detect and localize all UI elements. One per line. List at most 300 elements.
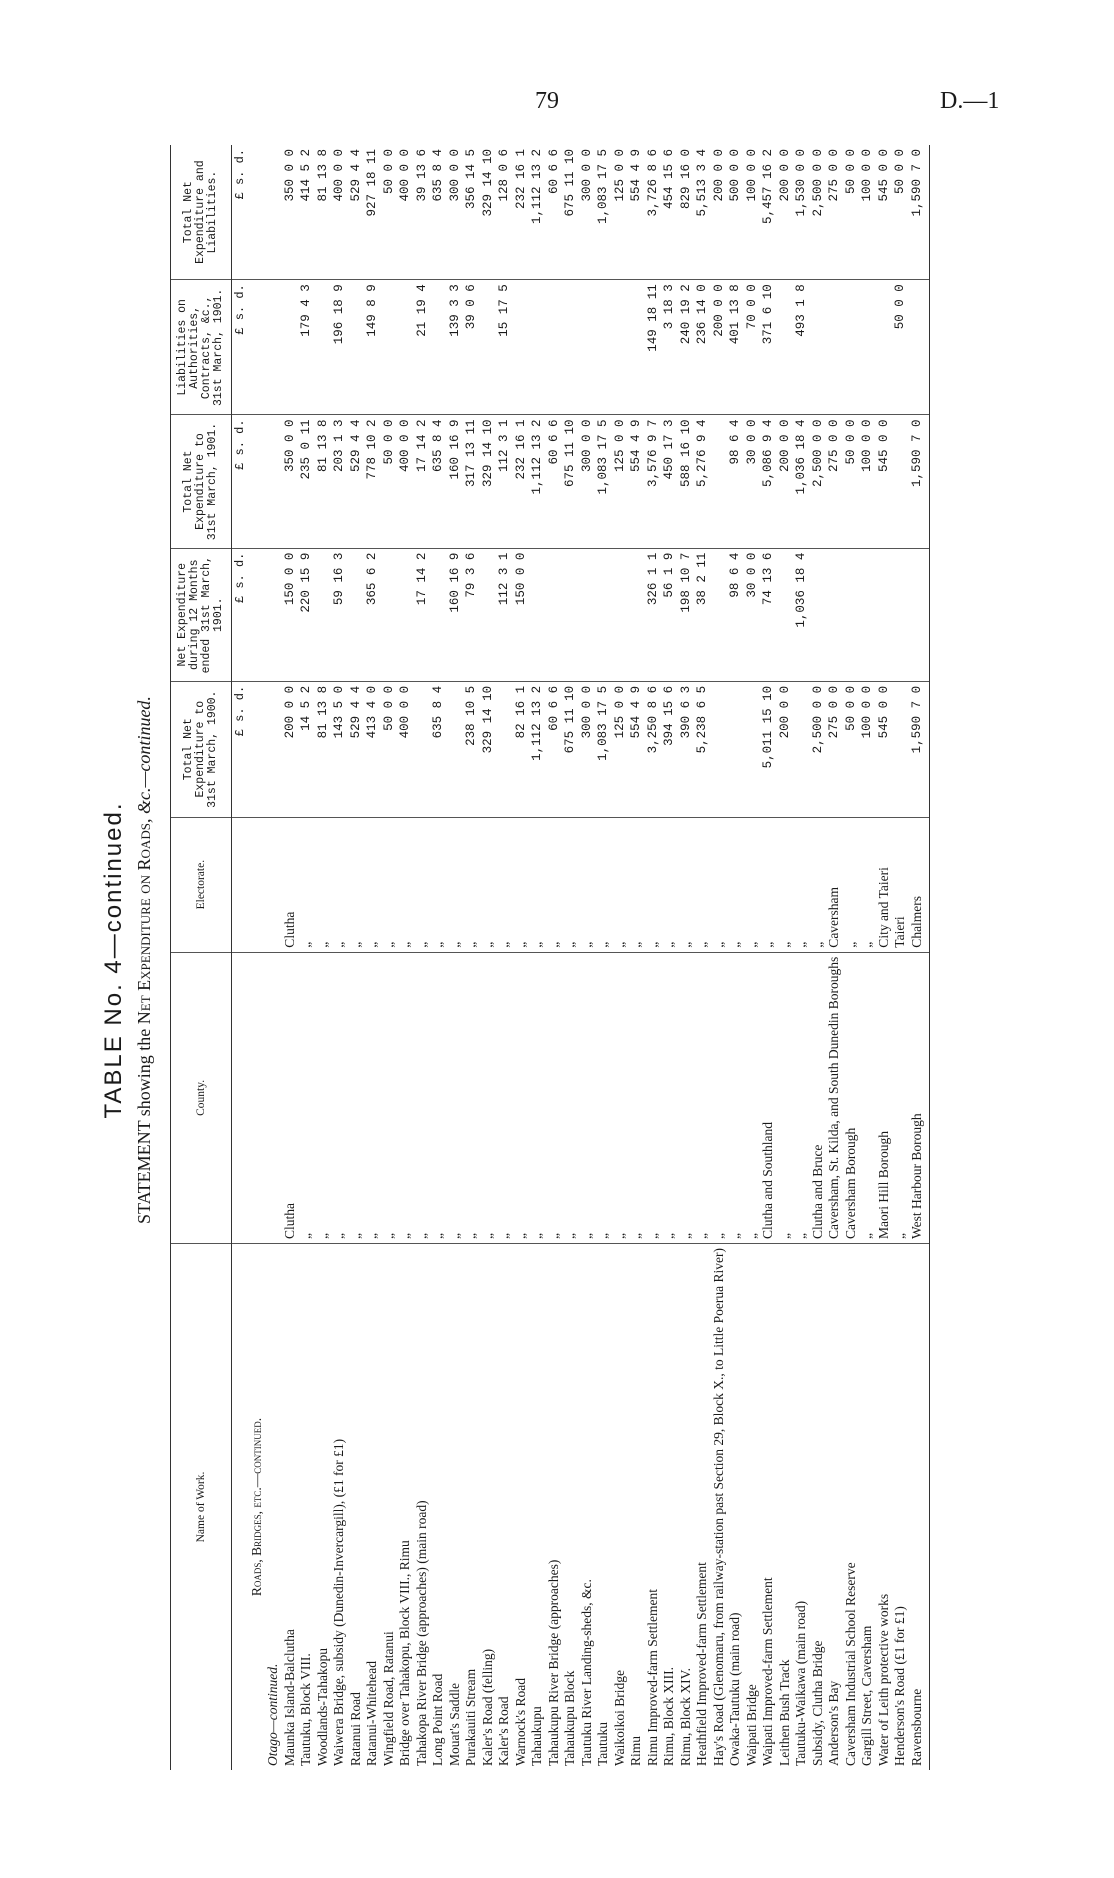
county-cell: „ [414,952,431,1243]
electorate-cell: „ [777,817,794,952]
exp-1901-cell: 329 14 10 [480,415,497,548]
electorate-cell: „ [744,817,761,952]
units-cell: £ s. d. [232,415,249,548]
county-cell: „ [513,952,530,1243]
exp-1901-cell: 1,590 7 0 [909,415,930,548]
table-row [430,145,447,1770]
table-row [513,145,530,1770]
net-12-months-cell [612,548,629,681]
county-cell: „ [348,952,365,1243]
work-name-cell: Rimu Improved-farm Settlement [644,1589,660,1766]
work-name-cell: Waikoikoi Bridge [611,1669,627,1766]
exp-1901-cell: 1,083 17 5 [595,415,612,548]
table-row [331,145,348,1770]
electorate-cell: „ [859,817,876,952]
liabilities-cell: 50 0 0 [892,280,909,415]
net-12-months-cell [579,548,596,681]
table-subtitle [134,140,155,1780]
exp-1901-cell [892,415,909,548]
table-row [496,145,513,1770]
net-12-months-cell [892,548,909,681]
county-cell: „ [595,952,612,1243]
units-blank [232,952,249,1243]
net-12-months-cell [348,548,365,681]
electorate-cell: „ [348,817,365,952]
net-12-months-cell [711,548,728,681]
liabilities-cell [843,280,860,415]
total-cell: 454 15 6 [661,145,678,280]
section-heading: Roads, Bridges, etc.—continued. [248,1417,264,1597]
net-12-months-cell: 17 14 2 [414,548,431,681]
county-cell: „ [397,952,414,1243]
net-12-months-cell [777,548,794,681]
net-12-months-cell: 220 15 9 [298,548,315,681]
subsection-blank [265,952,282,1243]
units-cell: £ s. d. [232,681,249,817]
table-row [892,145,909,1770]
work-name-cell: Leithen Bush Track [776,1659,792,1766]
exp-1900-cell: 100 0 0 [859,681,876,817]
county-cell: „ [496,952,513,1243]
county-cell: „ [381,952,398,1243]
total-cell: 400 0 0 [397,145,414,280]
county-cell: „ [463,952,480,1243]
exp-1900-cell [727,681,744,817]
net-12-months-cell [397,548,414,681]
county-cell: „ [727,952,744,1243]
work-name-cell: Kaler's Road (felling) [479,1648,495,1766]
electorate-cell: „ [628,817,645,952]
net-12-months-cell [381,548,398,681]
net-12-months-cell [315,548,332,681]
exp-1900-cell: 300 0 0 [579,681,596,817]
table-row [546,145,563,1770]
table-row [595,145,612,1770]
work-name-cell: Owaka-Tautuku (main road) [727,1612,742,1766]
total-cell: 300 0 0 [447,145,464,280]
table-row [397,145,414,1770]
net-12-months-cell: 326 1 1 [645,548,662,681]
total-cell: 125 0 0 [612,145,629,280]
work-name-cell: Kaler's Road [496,1696,511,1766]
net-12-months-cell: 74 13 6 [760,548,777,681]
total-cell: 500 0 0 [727,145,744,280]
county-cell: Caversham Borough [843,952,860,1243]
total-cell: 927 18 11 [364,145,381,280]
exp-1901-cell: 529 4 4 [348,415,365,548]
county-cell: „ [777,952,794,1243]
county-cell: Clutha and Bruce [810,952,827,1243]
exp-1901-cell: 160 16 9 [447,415,464,548]
net-12-months-cell [876,548,893,681]
exp-1901-cell: 588 16 10 [678,415,695,548]
electorate-cell: „ [430,817,447,952]
electorate-cell: City and Taieri [876,817,893,952]
liabilities-cell [859,280,876,415]
electorate-cell: „ [463,817,480,952]
table-row [364,145,381,1770]
subsection-blank [265,145,282,280]
electorate-cell: „ [579,817,596,952]
exp-1900-cell: 329 14 10 [480,681,497,817]
total-cell: 3,726 8 6 [645,145,662,280]
exp-1901-cell: 1,036 18 4 [793,415,810,548]
table-row [744,145,761,1770]
table-row [843,145,860,1770]
rotated-table-container [80,140,1020,1780]
work-name-cell: Tahakopa River Bridge (approaches) (main road) [413,1500,429,1766]
liabilities-cell: 240 19 2 [678,280,695,415]
exp-1900-cell: 50 0 0 [381,681,398,817]
total-cell: 1,112 13 2 [529,145,546,280]
liabilities-cell [529,280,546,415]
total-cell: 400 0 0 [331,145,348,280]
exp-1901-cell: 50 0 0 [381,415,398,548]
exp-1900-cell [892,681,909,817]
liabilities-cell: 200 0 0 [711,280,728,415]
liabilities-cell: 39 0 6 [463,280,480,415]
table-row [859,145,876,1770]
electorate-cell: „ [496,817,513,952]
header-row [171,145,232,1770]
liabilities-cell [348,280,365,415]
units-cell: £ s. d. [232,548,249,681]
table-row [298,145,315,1770]
county-cell: „ [546,952,563,1243]
total-cell: 1,590 7 0 [909,145,930,280]
total-cell: 50 0 0 [892,145,909,280]
exp-1900-cell [414,681,431,817]
net-12-months-cell: 1,036 18 4 [793,548,810,681]
subtitle-suffix: &c.—continued. [134,696,154,815]
header-total: Total Net Expenditure and Liabilities. [171,145,232,280]
exp-1901-cell: 1,112 13 2 [529,415,546,548]
county-cell: „ [711,952,728,1243]
total-cell: 60 6 6 [546,145,563,280]
work-name-cell: Long Point Road [430,1673,445,1766]
work-name-cell: Water of Leith protective works [875,1593,891,1766]
table-row [463,145,480,1770]
subsection-blank [265,681,282,817]
section-row [249,145,266,1770]
net-12-months-cell [909,548,930,681]
work-name-cell: Anderson's Bay [826,1680,841,1766]
electorate-cell: „ [381,817,398,952]
subsection-blank [265,280,282,415]
liabilities-cell [282,280,299,415]
exp-1900-cell: 5,238 6 5 [694,681,711,817]
exp-1900-cell [496,681,513,817]
electorate-cell: „ [760,817,777,952]
net-12-months-cell [628,548,645,681]
exp-1900-cell [711,681,728,817]
work-name-cell: Tahaukupu [529,1706,544,1766]
header-exp-1901: Total Net Expenditure to 31st March, 1901. [171,415,232,548]
table-row [480,145,497,1770]
work-name-cell: Rimu, Block XIII. [661,1667,676,1766]
exp-1901-cell: 635 8 4 [430,415,447,548]
net-12-months-cell [529,548,546,681]
exp-1901-cell: 50 0 0 [843,415,860,548]
exp-1900-cell: 275 0 0 [826,681,843,817]
net-12-months-cell: 38 2 11 [694,548,711,681]
exp-1901-cell: 98 6 4 [727,415,744,548]
exp-1901-cell: 232 16 1 [513,415,530,548]
county-cell: „ [892,952,909,1243]
work-name-cell: Rimu [628,1735,643,1766]
document-reference: D.—1 [940,88,1000,114]
liabilities-cell [810,280,827,415]
exp-1901-cell: 60 6 6 [546,415,563,548]
work-name-cell: Purakauiti Stream [463,1668,478,1766]
net-12-months-cell [595,548,612,681]
county-cell: „ [529,952,546,1243]
subsection-heading: Otago—continued. [265,1663,280,1766]
net-12-months-cell: 98 6 4 [727,548,744,681]
liabilities-cell [397,280,414,415]
net-12-months-cell [562,548,579,681]
table-row [793,145,810,1770]
liabilities-cell [381,280,398,415]
liabilities-cell: 196 18 9 [331,280,348,415]
table-row [810,145,827,1770]
total-cell: 100 0 0 [859,145,876,280]
exp-1900-cell: 1,083 17 5 [595,681,612,817]
liabilities-cell [480,280,497,415]
net-12-months-cell [843,548,860,681]
liabilities-cell: 179 4 3 [298,280,315,415]
exp-1900-cell: 50 0 0 [843,681,860,817]
header-liabilities: Liabilities on Authorities, Contracts, &c., 31st March, 1901. [171,280,232,415]
exp-1900-cell: 394 15 6 [661,681,678,817]
units-cell: £ s. d. [232,280,249,415]
exp-1900-cell: 390 6 3 [678,681,695,817]
subsection-blank [265,548,282,681]
liabilities-cell: 149 8 9 [364,280,381,415]
county-cell: „ [480,952,497,1243]
exp-1900-cell: 529 4 4 [348,681,365,817]
net-12-months-cell: 59 16 3 [331,548,348,681]
total-cell: 829 16 0 [678,145,695,280]
work-name-cell: Heathfield Improved-farm Settlement [694,1562,709,1766]
county-cell: West Harbour Borough [909,952,930,1243]
liabilities-cell [876,280,893,415]
table-row [909,145,930,1770]
work-name-cell: Ratanui Road [347,1692,363,1766]
electorate-cell: Clutha [282,817,299,952]
work-name-cell: Woodlands-Tahakopu [314,1648,330,1766]
work-name-cell: Rimu, Block XIV. [677,1667,693,1766]
net-12-months-cell: 365 6 2 [364,548,381,681]
net-12-months-cell [810,548,827,681]
total-cell: 200 0 0 [777,145,794,280]
total-cell: 2,500 0 0 [810,145,827,280]
subsection-row [265,145,282,1770]
electorate-cell: „ [513,817,530,952]
net-12-months-cell [859,548,876,681]
exp-1901-cell: 112 3 1 [496,415,513,548]
exp-1901-cell: 275 0 0 [826,415,843,548]
net-12-months-cell [546,548,563,681]
county-cell: Clutha and Southland [760,952,777,1243]
net-12-months-cell [826,548,843,681]
total-cell: 50 0 0 [381,145,398,280]
electorate-cell: „ [843,817,860,952]
exp-1901-cell: 203 1 3 [331,415,348,548]
net-12-months-cell: 150 0 0 [513,548,530,681]
county-cell: Clutha [282,952,299,1243]
county-cell: „ [331,952,348,1243]
section-blank [249,145,266,280]
exp-1901-cell: 125 0 0 [612,415,629,548]
exp-1901-cell: 675 11 10 [562,415,579,548]
electorate-cell: „ [645,817,662,952]
exp-1900-cell [793,681,810,817]
county-cell: Caversham, St. Kilda, and South Dunedin Boroughs [826,952,843,1243]
electorate-cell: „ [694,817,711,952]
work-name-cell: Hay's Road (Glenomaru, from railway-station past Section 29, Block X., to Little Poerua River) [710,1248,726,1766]
electorate-cell: „ [546,817,563,952]
page-number: 79 [535,88,559,114]
liabilities-cell [826,280,843,415]
subsection-blank [265,415,282,548]
electorate-cell: „ [612,817,629,952]
county-cell: „ [694,952,711,1243]
liabilities-cell [595,280,612,415]
table-row [694,145,711,1770]
total-cell: 300 0 0 [579,145,596,280]
exp-1901-cell: 300 0 0 [579,415,596,548]
total-cell: 554 4 9 [628,145,645,280]
total-cell: 329 14 10 [480,145,497,280]
liabilities-cell [562,280,579,415]
liabilities-cell [513,280,530,415]
exp-1901-cell: 81 13 8 [315,415,332,548]
electorate-cell: „ [414,817,431,952]
net-12-months-cell: 160 16 9 [447,548,464,681]
table-row [612,145,629,1770]
net-12-months-cell: 56 1 9 [661,548,678,681]
electorate-cell: „ [529,817,546,952]
net-12-months-cell: 150 0 0 [282,548,299,681]
units-cell: £ s. d. [232,145,249,280]
work-name-cell: Tautuku [595,1721,610,1766]
header-net-12-months: Net Expenditure during 12 Months ended 31st March, 1901. [171,548,232,681]
county-cell: „ [628,952,645,1243]
work-name-cell: Bridge over Tahakopu, Block VIII., Rimu [397,1540,412,1766]
exp-1901-cell: 5,086 9 4 [760,415,777,548]
county-cell: „ [579,952,596,1243]
total-cell: 5,457 16 2 [760,145,777,280]
work-name-cell: Tautuku, Block VIII. [298,1653,313,1766]
work-name-cell: Mouat's Saddle [446,1682,462,1766]
work-name-cell: Waipati Improved-farm Settlement [760,1577,775,1766]
exp-1900-cell: 14 5 2 [298,681,315,817]
total-cell: 5,513 3 4 [694,145,711,280]
liabilities-cell: 139 3 3 [447,280,464,415]
work-name-cell: Wingfield Road, Ratanui [380,1631,396,1766]
work-name-cell: Tautuku-Waikawa (main road) [793,1600,808,1766]
table-row [315,145,332,1770]
subsection-blank [265,817,282,952]
exp-1900-cell: 675 11 10 [562,681,579,817]
table-row [661,145,678,1770]
liabilities-cell: 493 1 8 [793,280,810,415]
liabilities-cell [315,280,332,415]
county-cell: Maori Hill Borough [876,952,893,1243]
liabilities-cell [612,280,629,415]
county-cell: „ [364,952,381,1243]
liabilities-cell [546,280,563,415]
county-cell: „ [430,952,447,1243]
units-row [232,145,249,1770]
work-name-cell: Ravensbourne [909,1244,930,1770]
electorate-cell: „ [480,817,497,952]
exp-1900-cell: 3,250 8 6 [645,681,662,817]
total-cell: 100 0 0 [744,145,761,280]
exp-1901-cell: 200 0 0 [777,415,794,548]
units-blank [232,817,249,952]
exp-1901-cell: 778 10 2 [364,415,381,548]
electorate-cell: „ [727,817,744,952]
total-cell: 39 13 6 [414,145,431,280]
county-cell: „ [298,952,315,1243]
liabilities-cell: 401 13 8 [727,280,744,415]
table-row [628,145,645,1770]
county-cell: „ [793,952,810,1243]
electorate-cell: Chalmers [909,817,930,952]
section-blank [249,952,266,1243]
exp-1900-cell: 200 0 0 [777,681,794,817]
header-name: Name of Work. [171,1244,232,1770]
total-cell: 545 0 0 [876,145,893,280]
table-row [579,145,596,1770]
liabilities-cell: 371 6 10 [760,280,777,415]
table-row [348,145,365,1770]
exp-1901-cell: 317 13 11 [463,415,480,548]
table-row [876,145,893,1770]
county-cell: „ [315,952,332,1243]
exp-1900-cell: 81 13 8 [315,681,332,817]
section-blank [249,415,266,548]
total-cell: 200 0 0 [711,145,728,280]
work-name-cell: Gargill Street, Caversham [859,1625,874,1766]
header-exp-1900: Total Net Expenditure to 31st March, 1900. [171,681,232,817]
exp-1901-cell: 400 0 0 [397,415,414,548]
work-name-cell: Maunka Island-Balclutha [281,1629,297,1766]
net-12-months-cell: 79 3 6 [463,548,480,681]
total-cell: 1,083 17 5 [595,145,612,280]
header-electorate: Electorate. [171,817,232,952]
exp-1900-cell: 82 16 1 [513,681,530,817]
exp-1901-cell: 350 0 0 [282,415,299,548]
total-cell: 275 0 0 [826,145,843,280]
subtitle-prefix: STATEMENT showing the [134,1028,154,1224]
table-row [282,145,299,1770]
exp-1901-cell: 30 0 0 [744,415,761,548]
section-blank [249,817,266,952]
exp-1900-cell: 554 4 9 [628,681,645,817]
exp-1900-cell: 1,590 7 0 [909,681,930,817]
exp-1900-cell: 60 6 6 [546,681,563,817]
work-name-cell: Waiwera Bridge, subsidy (Dunedin-Invercargill), (£1 for £1) [331,1438,346,1766]
electorate-cell: „ [711,817,728,952]
electorate-cell: „ [331,817,348,952]
county-cell: „ [744,952,761,1243]
work-name-cell: Waipati Bridge [743,1684,759,1766]
total-cell: 232 16 1 [513,145,530,280]
electorate-cell: „ [562,817,579,952]
